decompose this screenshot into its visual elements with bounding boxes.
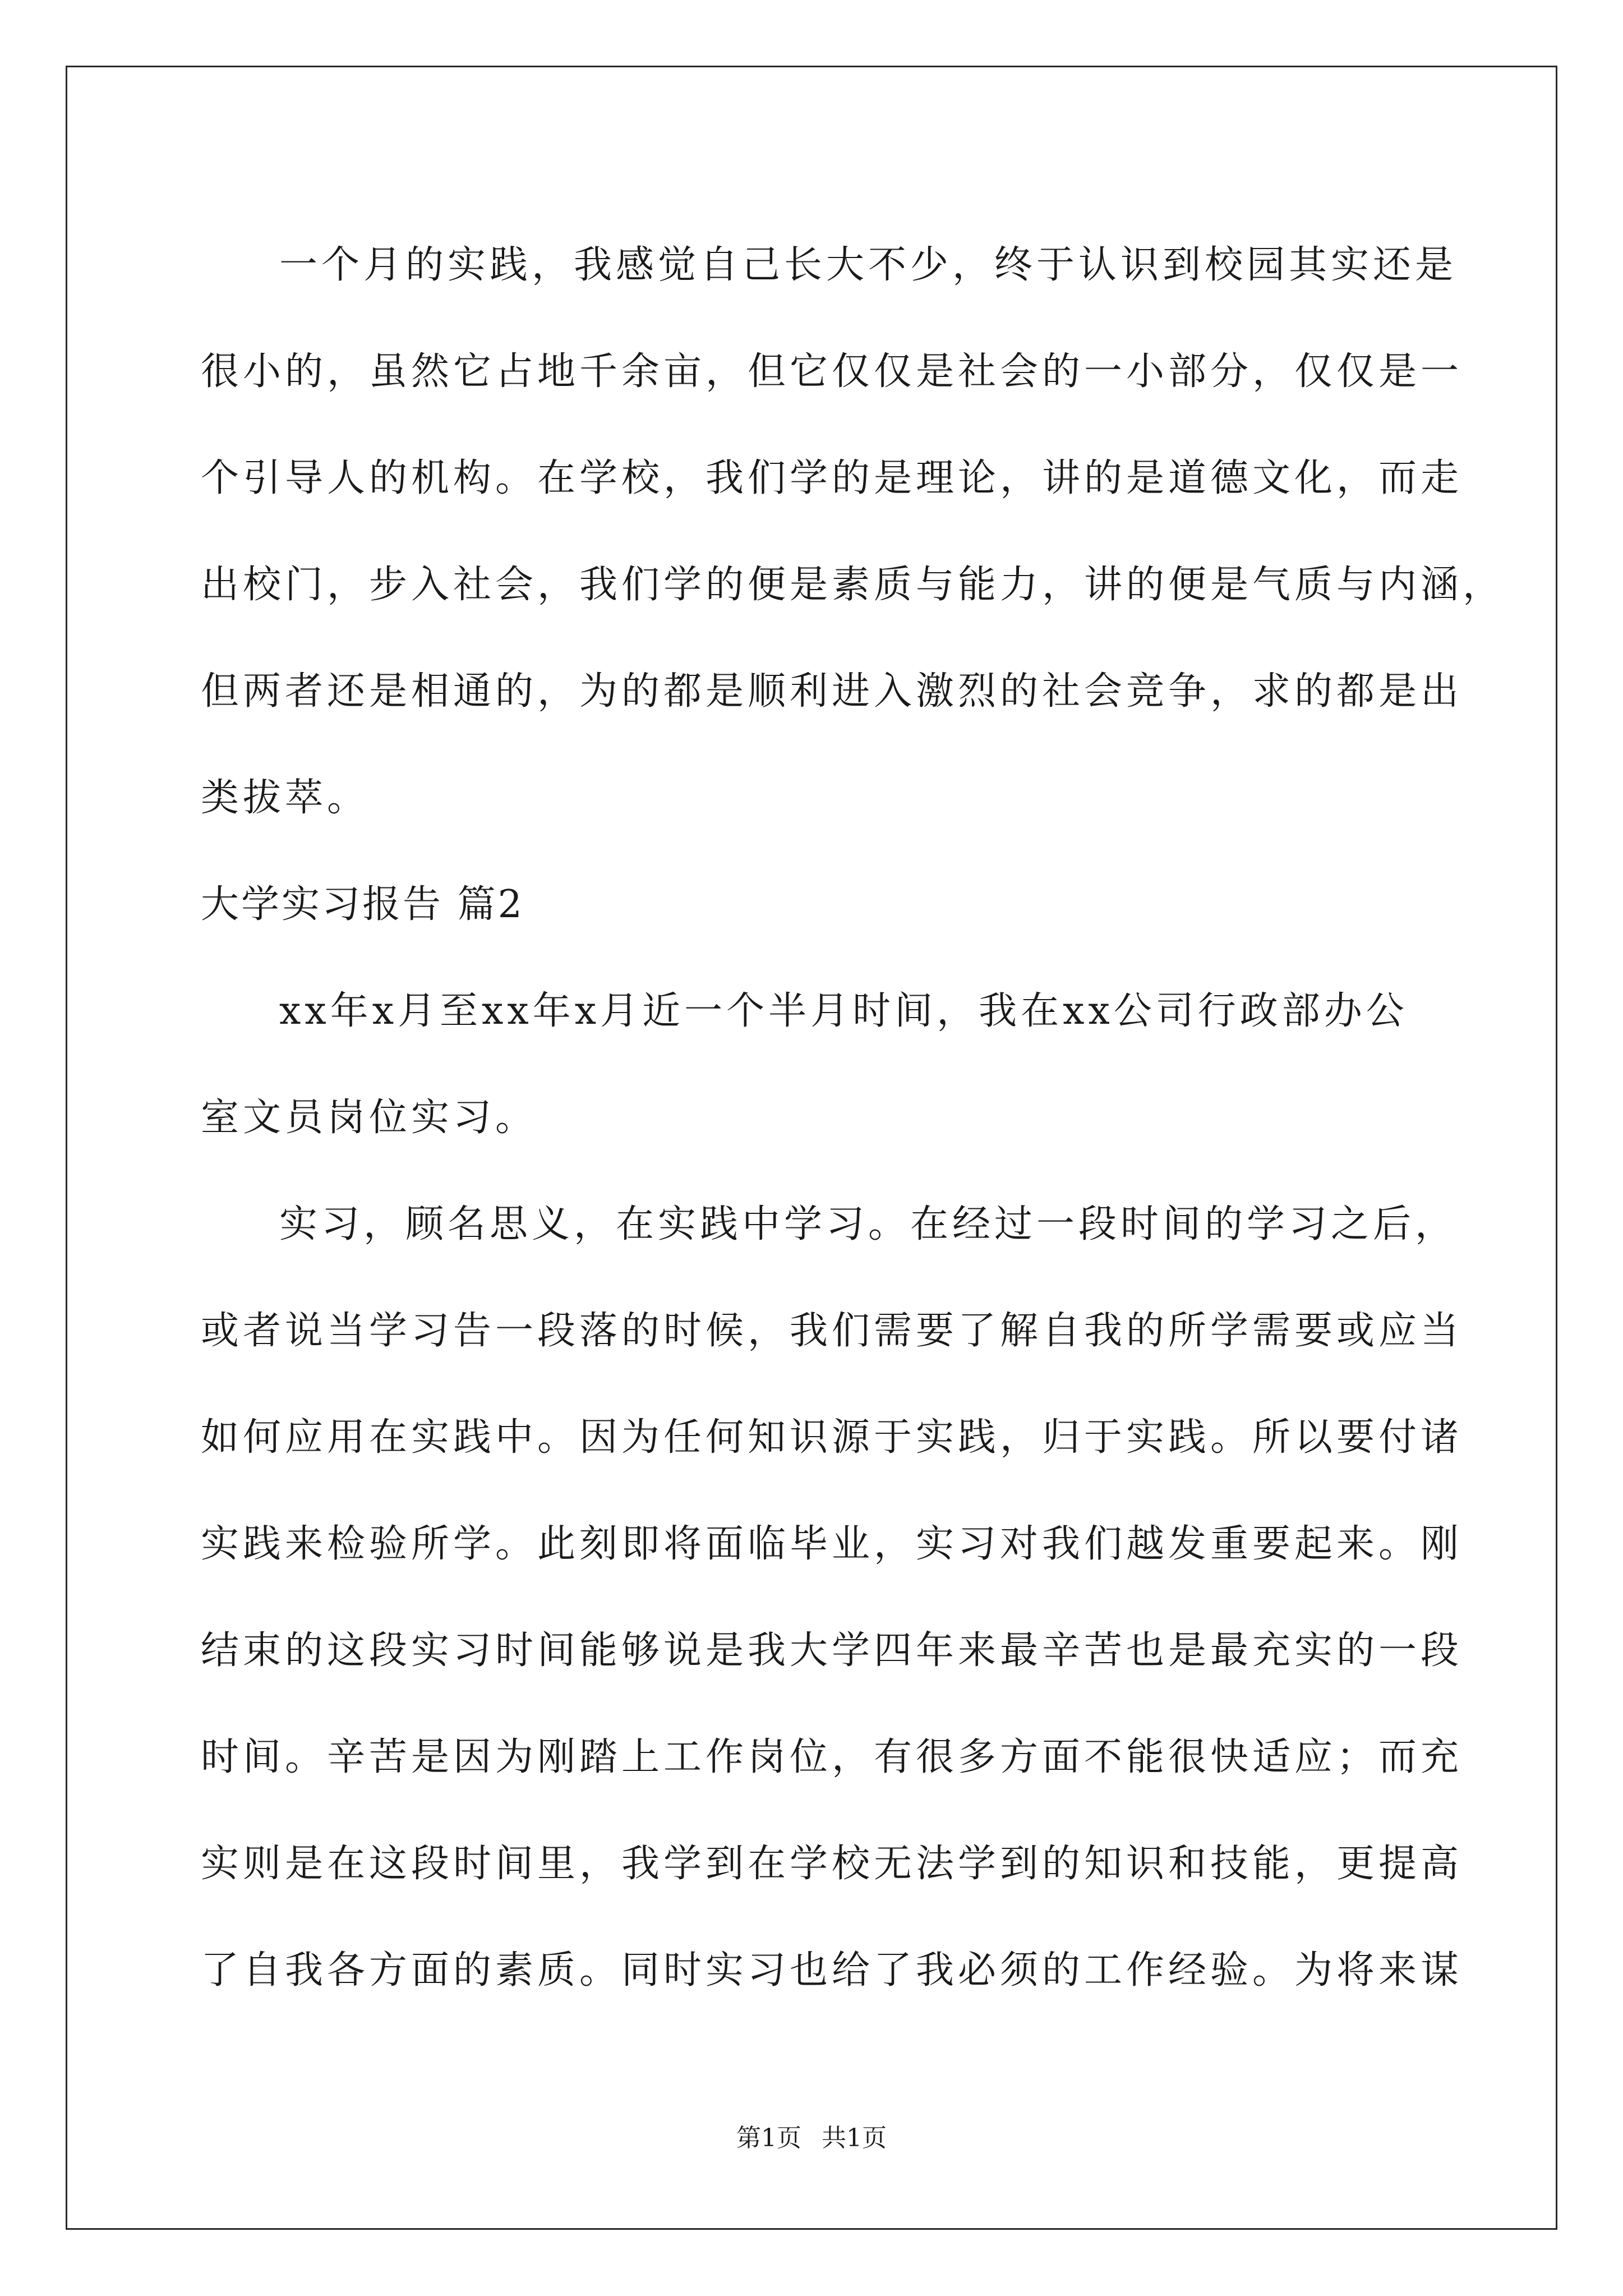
paragraph-line: 时间。辛苦是因为刚踏上工作岗位，有很多方面不能很快适应；而充	[201, 1735, 1463, 1779]
page-total: 共1页	[822, 2124, 887, 2152]
paragraph-line: 实则是在这段时间里，我学到在学校无法学到的知识和技能，更提高	[201, 1842, 1463, 1886]
paragraph-line: 类拔萃。	[201, 776, 370, 820]
paragraph-line: 如何应用在实践中。因为任何知识源于实践，归于实践。所以要付诸	[201, 1415, 1463, 1460]
paragraph-line: 结束的这段实习时间能够说是我大学四年来最辛苦也是最充实的一段	[201, 1628, 1463, 1673]
paragraph-line: 个引导人的机构。在学校，我们学的是理论，讲的是道德文化，而走	[201, 456, 1463, 500]
paragraph-line: 但两者还是相通的，为的都是顺利进入激烈的社会竞争，求的都是出	[201, 669, 1463, 714]
paragraph-line: 实习，顾名思义，在实践中学习。在经过一段时间的学习之后，	[279, 1202, 1458, 1246]
section-heading: 大学实习报告 篇2	[201, 882, 524, 927]
page-footer	[0, 2122, 1623, 2155]
paragraph-line: 室文员岗位实习。	[201, 1096, 538, 1140]
paragraph-line: 出校门，步入社会，我们学的便是素质与能力，讲的便是气质与内涵，	[201, 563, 1505, 607]
paragraph-line: 实践来检验所学。此刻即将面临毕业，实习对我们越发重要起来。刚	[201, 1522, 1463, 1566]
paragraph-line: xx年x月至xx年x月近一个半月时间，我在xx公司行政部办公	[279, 989, 1408, 1033]
document-body	[201, 212, 1505, 2024]
paragraph-line: 很小的，虽然它占地千余亩，但它仅仅是社会的一小部分，仅仅是一	[201, 349, 1463, 394]
paragraph-line: 了自我各方面的素质。同时实习也给了我必须的工作经验。为将来谋	[201, 1948, 1463, 1993]
paragraph-line: 一个月的实践，我感觉自己长大不少，终于认识到校园其实还是	[279, 243, 1458, 287]
page-number: 第1页	[736, 2124, 801, 2152]
paragraph-line: 或者说当学习告一段落的时候，我们需要了解自我的所学需要或应当	[201, 1309, 1463, 1353]
